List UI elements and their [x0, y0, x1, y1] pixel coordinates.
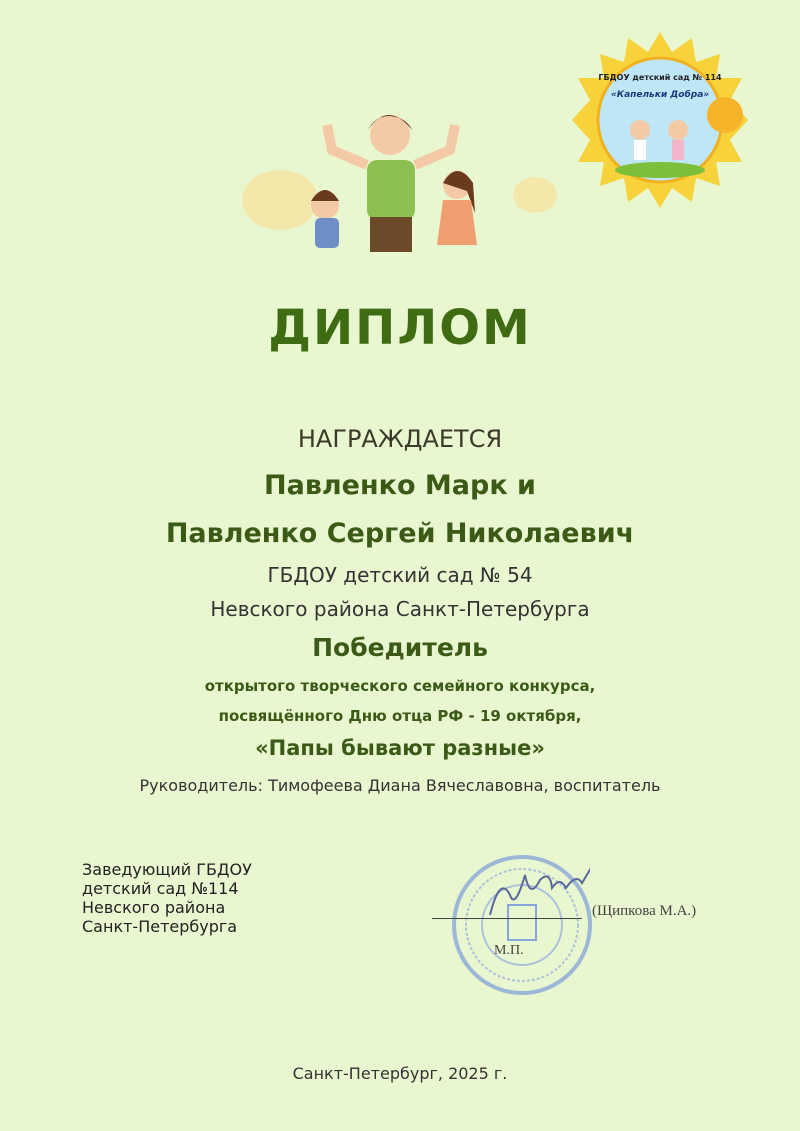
head-line: Заведующий ГБДОУ [82, 860, 252, 879]
cloud-heart-left-icon [242, 170, 318, 230]
signatory-name: (Щипкова М.А.) [592, 903, 697, 919]
awarded-label: НАГРАЖДАЕТСЯ [297, 425, 503, 453]
contest-name: «Папы бывают разные» [255, 736, 545, 760]
family-illustration [235, 105, 575, 275]
organization-line-1: ГБДОУ детский сад № 54 [267, 563, 533, 587]
recipient-line-1: Павленко Марк и [264, 470, 536, 501]
status-winner: Победитель [312, 633, 488, 662]
head-line: Санкт-Петербурга [82, 917, 238, 936]
head-line: Невского района [82, 898, 226, 917]
logo-text-top: ГБДОУ детский сад № 114 [598, 73, 722, 82]
organization-line-2: Невского района Санкт-Петербурга [210, 597, 590, 621]
description-line-1: открытого творческого семейного конкурса, [204, 677, 596, 695]
head-line: детский сад №114 [82, 879, 239, 898]
diploma-title: ДИПЛОМ [268, 300, 532, 356]
signature-icon [480, 855, 590, 925]
signature-line [432, 918, 582, 919]
logo-text-name: «Капельки Добра» [610, 90, 710, 100]
footer-city-year: Санкт-Петербург, 2025 г. [292, 1064, 508, 1083]
recipient-line-2: Павленко Сергей Николаевич [165, 518, 635, 549]
cloud-heart-right-icon [513, 177, 557, 213]
leader-line: Руководитель: Тимофеева Диана Вячеславовна, воспитатель [139, 776, 661, 795]
head-signatory-block [82, 860, 252, 936]
description-line-2: посвящённого Дню отца РФ - 19 октября, [218, 707, 582, 725]
stamp-mark-label: М.П. [494, 943, 524, 958]
kindergarten-logo [570, 30, 750, 210]
